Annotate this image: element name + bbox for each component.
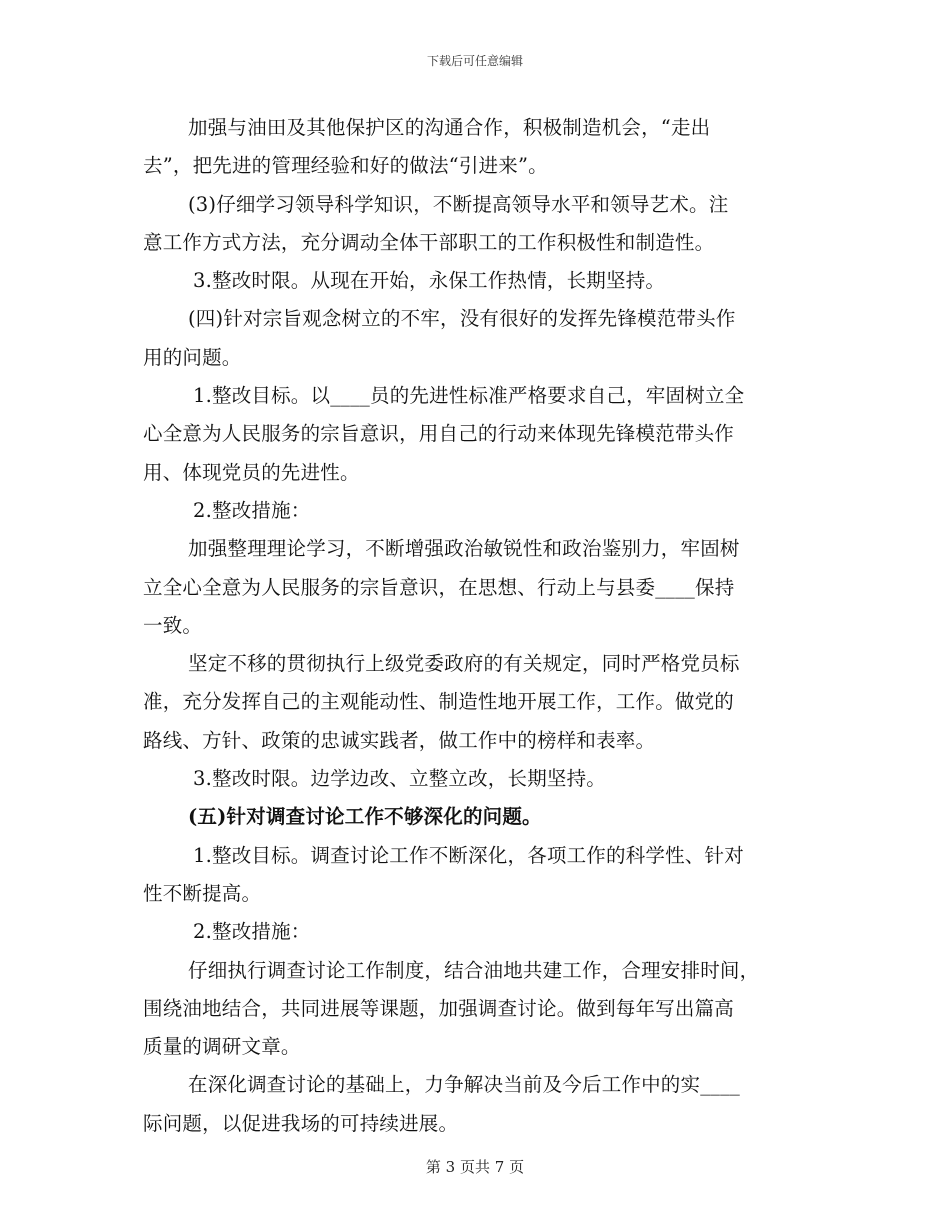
- page-header: 下载后可任意编辑: [426, 54, 523, 68]
- paragraph-line: 准，充分发挥自己的主观能动性、制造性地开展工作，工作。做党的: [143, 690, 735, 714]
- paragraph-line: 坚定不移的贯彻执行上级党委政府的有关规定，同时严格党员标: [188, 652, 740, 676]
- paragraph-line: 1.整改目标。以____员的先进性标准严格要求自己，牢固树立全: [193, 384, 745, 408]
- paragraph-line: 加强整理理论学习，不断增强政治敏锐性和政治鉴别力，牢固树: [188, 537, 740, 561]
- page-number: 第 3 页共 7 页: [425, 1158, 525, 1176]
- paragraph-line: 际问题，以促进我场的可持续进展。: [143, 1111, 459, 1135]
- paragraph-line: 在深化调查讨论的基础上，力争解决当前及今后工作中的实____: [188, 1073, 741, 1097]
- paragraph-line: (四)针对宗旨观念树立的不牢，没有很好的发挥先锋模范带头作: [188, 307, 736, 331]
- paragraph-line: 3.整改时限。边学边改、立整立改，长期坚持。: [193, 767, 607, 791]
- paragraph-line: 意工作方式方法，充分调动全体干部职工的工作积极性和制造性。: [143, 230, 715, 254]
- paragraph-line: 一致。: [143, 613, 203, 637]
- document-body: [143, 109, 803, 1143]
- paragraph-line: 路线、方针、政策的忠诚实践者，做工作中的榜样和表率。: [143, 728, 656, 752]
- paragraph-line: 2.整改措施：: [193, 498, 311, 522]
- paragraph-line: (3)仔细学习领导科学知识，不断提高领导水平和领导艺术。注: [188, 192, 729, 216]
- paragraph-line: 用的问题。: [143, 345, 242, 369]
- paragraph-line: 加强与油田及其他保护区的沟通合作，积极制造机会，“走出: [188, 116, 711, 139]
- paragraph-line: 立全心全意为人民服务的宗旨意识，在思想、行动上与县委____保持: [143, 575, 735, 599]
- paragraph-line: 质量的调研文章。: [143, 1035, 301, 1059]
- paragraph-line: 1.整改目标。调查讨论工作不断深化，各项工作的科学性、针对: [193, 843, 744, 867]
- paragraph-line: 性不断提高。: [143, 881, 262, 905]
- paragraph-line: 心全意为人民服务的宗旨意识，用自己的行动来体现先锋模范带头作: [143, 422, 735, 446]
- paragraph-line: 2.整改措施：: [193, 920, 311, 944]
- paragraph-line: 仔细执行调查讨论工作制度，结合油地共建工作，合理安排时间，: [188, 958, 760, 982]
- paragraph-line: 3.整改时限。从现在开始，永保工作热情，长期坚持。: [193, 269, 666, 293]
- section-heading: (五)针对调查讨论工作不够深化的问题。: [188, 805, 542, 829]
- paragraph-line: 去”，把先进的管理经验和好的做法“引进来”。: [143, 154, 548, 178]
- paragraph-line: 围绕油地结合，共同进展等课题，加强调查讨论。做到每年写出篇高: [143, 996, 735, 1020]
- paragraph-line: 用、体现党员的先进性。: [143, 460, 360, 484]
